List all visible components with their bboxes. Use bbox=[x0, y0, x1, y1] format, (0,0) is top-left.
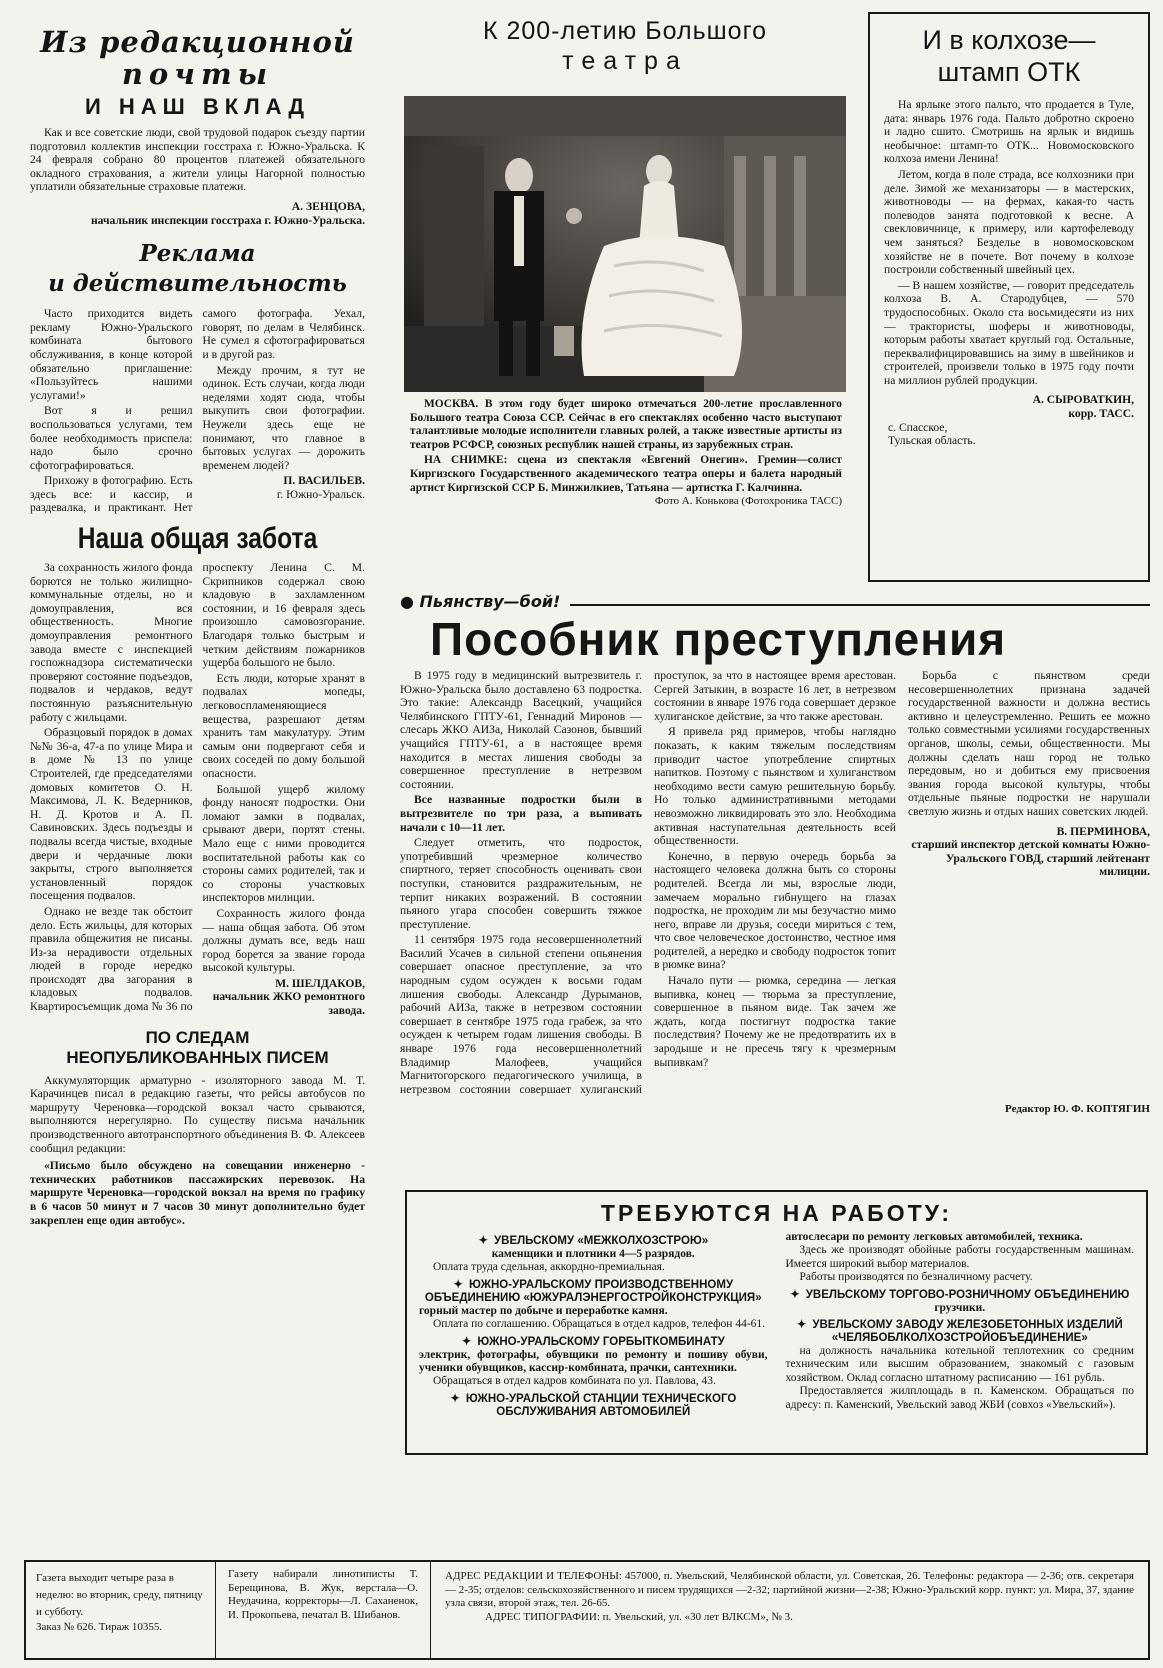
ad4-text-1: Здесь же производят обойные работы государственным машинам. Имеется широкий выбор материалов. bbox=[785, 1244, 1134, 1270]
footer-print-address: АДРЕС ТИПОГРАФИИ: п. Увельский, ул. «30 лет ВЛКСМ», № 3. bbox=[485, 1610, 793, 1623]
otk-title bbox=[884, 24, 1134, 88]
ad1-sub: каменщики и плотники 4—5 разрядов. bbox=[491, 1248, 695, 1260]
zabota-signature: М. ШЕЛДАКОВ, bbox=[275, 976, 365, 990]
otk-paragraph: — В нашем хозяйстве, — говорит председатель колхоза В. А. Стародубцев, — 570 трудоспособных. Около ста восьмидесяти из них — трактористы, шоферы и животноводы, которым работы хватает круглый год. Остальные, переквалифицировавшись на зиму в швейников и строителей, произвели только в 1975 году почти на миллион рублей продукции. bbox=[884, 278, 1134, 387]
sledam-quote: «Письмо было обсуждено на совещании инженерно - технических работников пассажирских перевозок. На маршруте Череновка—городской вокзал на время по графику в 6 часов 50 минут и 7 часов 30 минут дополнительно будет закреплен еще один автобус». bbox=[30, 1159, 365, 1227]
ad2-sub: горный мастер по добыче и переработке камня. bbox=[419, 1304, 668, 1317]
main-title: Пособник преступления bbox=[430, 613, 1007, 665]
zabota-paragraph: За сохранность жилого фонда борются не только жилищно-коммунальные отделы, но и домоуправления, вся общественность. Многие домоуправления ремонтного завода вместе с инспекцией госпожнадзора систематически проверяют состояние подъездов, подвалов и чердаков, ведут постоянную разъяснительную работу с жильцами. bbox=[30, 561, 193, 724]
ad1-text: Оплата труда сдельная, аккордно-премиальная. bbox=[433, 1261, 665, 1274]
ad6-text-2: Предоставляется жилплощадь в п. Каменском. Обращаться по адресу: п. Каменский, Увельский завод ЖБИ (совхоз «Увельский»). bbox=[785, 1385, 1134, 1411]
footer-schedule-cell bbox=[26, 1562, 216, 1658]
star-icon: ✦ bbox=[450, 1392, 460, 1405]
ad2-text: Оплата по соглашению. Обращаться в отдел кадров, телефон 44-61. bbox=[433, 1318, 766, 1331]
main-paragraph: Начало пути — рюмка, середина — легкая выпивка, конец — тюрьма за преступление, совершенное в пьяном виде. Так зачем же ждать, когда постигнут подростка такие последствия? Почему же не предотвратить их в зародыше и не пресечь тягу к чрезмерным выпивкам? bbox=[654, 974, 896, 1069]
ads-box bbox=[405, 1190, 1148, 1455]
ad6-text-1: на должность начальника котельной теплотехник со средним техническим или высшим образованием, знакомый с газовым хозяйством. Оклад согласно штатному расписанию — 161 рубль. bbox=[785, 1345, 1134, 1384]
bullet-icon: ● bbox=[400, 592, 420, 611]
reklama-title-line2: и действительность bbox=[48, 270, 347, 298]
ad1-heading bbox=[419, 1235, 768, 1248]
main-signature: В. ПЕРМИНОВА, bbox=[1056, 824, 1150, 838]
footer-typesetters-cell bbox=[216, 1562, 431, 1658]
footer-schedule: Газета выходит четыре раза в неделю: во вторник, среду, пятницу и субботу. bbox=[36, 1572, 203, 1618]
ad1-head: УВЕЛЬСКОМУ «МЕЖКОЛХОЗСТРОЮ» bbox=[493, 1235, 709, 1247]
star-icon: ✦ bbox=[796, 1319, 807, 1332]
ad4-heading bbox=[419, 1393, 768, 1419]
zabota-signature-title: начальник ЖКО ремонтного завода. bbox=[212, 990, 365, 1018]
star-icon: ✦ bbox=[453, 1278, 464, 1291]
star-icon: ✦ bbox=[478, 1235, 488, 1247]
ad4-text-2: Работы производятся по безналичному расчету. bbox=[799, 1271, 1033, 1284]
ad6-head: УВЕЛЬСКОМУ ЗАВОДУ ЖЕЛЕЗОБЕТОННЫХ ИЗДЕЛИЙ «ЧЕЛЯБОБЛКОЛХОЗСТРОЙОБЪЕДИНЕНИЕ» bbox=[812, 1319, 1123, 1345]
photo-desc: сцена из спектакля «Евгений Онегин». Гремин—солист Киргизского Государственного академического театра оперы и балета народный артист Киргизской ССР Б. Минжилкиев, Татьяна — артистка Г. Калчинна. bbox=[410, 454, 842, 494]
footer-address-cell bbox=[431, 1562, 1148, 1658]
reklama-title-line1: Реклама bbox=[139, 240, 256, 268]
sledam-heading bbox=[30, 1028, 365, 1068]
zabota-paragraph: Есть люди, которые хранят в подвалах мопеды, легковоспламеняющиеся вещества, разрешают детям хранить там макулатуру. Этим самым они подвергают себя и своих соседей по дому большой опасности. bbox=[202, 671, 365, 780]
otk-box bbox=[868, 12, 1150, 582]
footer-order: Заказ № 626. Тираж 10355. bbox=[36, 1621, 163, 1633]
ad5-head: УВЕЛЬСКОМУ ТОРГОВО-РОЗНИЧНОМУ ОБЪЕДИНЕНИЮ bbox=[805, 1288, 1130, 1301]
otk-place-2: Тульская область. bbox=[888, 434, 976, 448]
main-signature-title: старший инспектор детской комнаты Южно-Уральского ГОВД, старший лейтенант милиции. bbox=[911, 838, 1150, 879]
reklama-signature-place: г. Южно-Уральск. bbox=[276, 487, 365, 501]
sledam-title-line1: ПО СЛЕДАМ bbox=[145, 1027, 250, 1047]
ads-columns bbox=[419, 1231, 1134, 1419]
reklama-paragraph: Вот я и решил воспользоваться услугами, тем более необходимость приспела: надо было срочно сфотографироваться. bbox=[30, 404, 193, 472]
reklama-text bbox=[30, 307, 365, 515]
rubric-rule bbox=[570, 604, 1150, 606]
main-paragraph: Я привела ряд примеров, чтобы наглядно показать, к каким тяжелым последствиям приводит частое употребление спиртных напитков. Поэтому с пьянством и хулиганством необходимо вести самую решительную борьбу. Но только административными методами невозможно ликвидировать это зло. Необходима активная наступательная деятельность всей общественности. bbox=[654, 725, 896, 848]
reklama-paragraph: Между прочим, я тут не одинок. Есть случаи, когда люди неделями ходят сюда, чтобы выкупить свои фотографии. Неужели здесь еще не понимают, что главное в бытовых услугах — дорожить временем людей? bbox=[202, 363, 365, 472]
ads-col-left bbox=[419, 1231, 768, 1419]
ad3-head: ЮЖНО-УРАЛЬСКОМУ ГОРБЫТКОМБИНАТУ bbox=[477, 1335, 725, 1348]
main-paragraph: Следует отметить, что подросток, употребивший чрезмерное количество спиртного, теряет способность оценивать свои поступки, становится раздражительным, не терпит никаких возражений. В состоянии пьяного угара способен совершить тяжкое преступление. bbox=[400, 836, 642, 931]
theatre-title-line1: К 200-летию Большого bbox=[482, 17, 768, 45]
reklama-paragraph: Прихожу в фотографию. Есть здесь все: и кассир, и раздевалка, и практикант. Нет самого фотографа. Уехал, говорят, по делам в Челябинск. Не сумел я сфотографироваться и в другой раз. bbox=[30, 307, 365, 515]
left-column bbox=[30, 20, 365, 1450]
ad3-text: Обращаться в отдел кадров комбината по ул. Павлова, 43. bbox=[433, 1375, 716, 1388]
zabota-text bbox=[30, 561, 365, 1018]
sledam-text: Аккумуляторщик арматурно - изоляторного завода М. Т. Карачинцев писал в редакцию газеты, что рейсы автобусов по маршруту Череновка—городской вокзал часто срываются, выполняются нерегулярно. По существу письма начальник производственного автотранспортного объединения В. Ф. Алексеев сообщил редакции: bbox=[30, 1073, 365, 1155]
reklama-signature: П. ВАСИЛЬЕВ. bbox=[283, 474, 365, 488]
zabota-paragraph: Сохранность жилого фонда — наша общая забота. Об этом должны думать все, ведь наш город борется за звание города высокой культуры. bbox=[202, 906, 365, 975]
theatre-title bbox=[400, 16, 850, 76]
main-paragraph: В 1975 году в медицинский вытрезвитель г. Южно-Уральска было доставлено 63 подростка. Это такие: Александр Васецкий, учащийся Челябинского ГПТУ-61, Геннадий Миронов — слесарь ЖКО АИЗа, Николай Сазонов, бывший учащийся ГПТУ-61, а в настоящее время находится в местах лишения свободы за совершенное преступление в нетрезвом состоянии. bbox=[400, 669, 642, 791]
star-icon: ✦ bbox=[790, 1288, 800, 1301]
theatre-caption bbox=[410, 398, 842, 509]
vklad-title: И НАШ ВКЛАД bbox=[84, 94, 311, 119]
main-paragraph: Конечно, в первую очередь борьба за настоящего человека должна быть со стороны родителей. Всегда ли мы, взрослые люди, замечаем морально гибнущего на глазах подростка, не проходим ли мы безучастно мимо него, вправе ли друзья, соседи мириться с тем, что свое человеческое достоинство, честное имя родителей, а нередко и свободу подросток топит в рюмке вина? bbox=[654, 849, 896, 972]
ads-title: ТРЕБУЮТСЯ НА РАБОТУ: bbox=[600, 1200, 953, 1226]
zabota-paragraph: Образцовый порядок в домах №№ 36-а, 47-а по улице Мира и в доме № 13 по улице Строителей, где председателями домовых комитетов О. Н. Максимова, Л. К. Ведерников, Н. Д. Кротов и А. П. Савиновских. Здесь подъезды и подвалы всегда чистые, входные двери и чердачные люки закрыты, строго выполняется установленный порядок посещения подвалов. bbox=[30, 726, 193, 903]
otk-text bbox=[884, 98, 1134, 387]
editor-line: Редактор Ю. Ф. КОПТЯГИН bbox=[1005, 1103, 1150, 1115]
footer-address: АДРЕС РЕДАКЦИИ И ТЕЛЕФОНЫ: 457000, п. Увельский, Челябинской области, ул. Советская, 26. Телефоны: редактора — 2-36; отв. секретаря — 2-35; отделов: сельскохозяйственного и писем трудящихся —2-32; партийной жизни—2-38; Южно-Уральский корр. пункт: ул. Мира, 37, здание узла связи, второй этаж, тел. 26-65. bbox=[445, 1570, 1134, 1609]
vklad-signature-title: начальник инспекции госстраха г. Южно-Уральска. bbox=[90, 213, 365, 227]
theatre-title-line2: театра bbox=[562, 47, 688, 75]
photo-credit: Фото А. Конькова (Фотохроника ТАСС) bbox=[654, 495, 842, 508]
mail-heading-line2: почты bbox=[121, 57, 274, 91]
otk-paragraph: На ярлыке этого пальто, что продается в Туле, дата: январь 1976 года. Пальто добротно скроено и ладно сшито. Смотришь на ярлык и видишь необычное: штамп-то ОТК... Новомосковского колхоза имени Ленина! bbox=[884, 98, 1134, 166]
main-article bbox=[400, 592, 1150, 1182]
theatre-caption-text: МОСКВА. В этом году будет широко отмечаться 200-летие прославленного Большого театра Союза ССР. Сейчас в его спектаклях особенно часто выступают талантливые молодые исполнители главных ролей, а также известные артисты из театров РСФСР, союзных республик нашей страны, из зарубежных стран. bbox=[410, 398, 842, 451]
otk-title-line2: штамп ОТК bbox=[937, 57, 1081, 87]
main-paragraph: Борьба с пьянством среди несовершеннолетних признана задачей государственной важности и должна вестись активно и целеустремленно. Решить ее можно только совместными усилиями государственных органов, школы, семьи, общественности. Мы должны сделать наш город не только передовым, но и добиться ему присвоения звания города высокой культуры, чтобы отдельные пьяные подростки не нарушали светлую жизнь и отдых наших советских людей. bbox=[908, 669, 1150, 818]
otk-place-1: с. Спасское, bbox=[888, 420, 948, 434]
otk-signature: А. СЫРОВАТКИН, bbox=[1032, 393, 1134, 407]
footer bbox=[24, 1560, 1150, 1660]
ad5-heading bbox=[786, 1289, 1135, 1302]
ad2-head: ЮЖНО-УРАЛЬСКОМУ ПРОИЗВОДСТВЕННОМУ ОБЪЕДИНЕНИЮ «ЮЖУРАЛЭНЕРГОСТРОЙКОНСТРУКЦИЯ» bbox=[424, 1278, 762, 1304]
star-icon: ✦ bbox=[461, 1335, 472, 1348]
reklama-paragraph: Часто приходится видеть рекламу Южно-Уральского комбината бытового обслуживания, в конце которой обязательно приглашение: «Пользуйтесь нашими услугами!» bbox=[30, 307, 193, 402]
ad4-sub: автослесари по ремонту легковых автомобилей, техника. bbox=[785, 1231, 1083, 1243]
footer-typesetters: Газету набирали линотиписты Т. Берещинова, В. Жук, верстала—О. Неудачина, корректоры—Л. Саханенок, И. Прокопьева, печатал В. Шибанов. bbox=[228, 1568, 418, 1621]
rubric-text: Пьянству—бой! bbox=[419, 592, 561, 611]
theatre-photo-description bbox=[410, 454, 842, 495]
mail-heading-line1: Из редакционной bbox=[40, 25, 355, 59]
zabota-title: Наша общая забота bbox=[77, 522, 318, 556]
otk-paragraph: Летом, когда в поле страда, все колхозники при деле. Зимой же механизаторы — в мастерских, животноводы — на фермах, какая-то часть полеводов занята подготовкой к весне. А свекловичнице, к примеру, или картофелеводу чем заняться? Безделье в новомосковском хозяйстве не в почете. Вот почему в колхозе построили собственный швейный цех. bbox=[884, 167, 1134, 277]
vklad-signature: А. ЗЕНЦОВА, bbox=[291, 199, 365, 213]
rubric bbox=[400, 592, 1150, 611]
main-text bbox=[400, 669, 1150, 1097]
zabota-paragraph: Однако не везде так обстоит дело. Есть жильцы, для которых правила общежития не писаны. Из-за нерадивости отдельных людей в городе нередко происходят два загорания в кладовых подвалов. Квартиросъемщик дома № 36 по проспекту Ленина С. М. Скрипников содержал свою кладовую в захламленном состоянии, и 16 февраля здесь произошло самовозгорание. Благодаря только быстрым и четким действиям пожарников ущерба большого не было. bbox=[30, 561, 365, 1014]
otk-signature-title: корр. ТАСС. bbox=[1068, 407, 1134, 421]
ad5-sub: грузчики. bbox=[934, 1301, 986, 1314]
ad3-heading bbox=[419, 1336, 768, 1349]
mail-heading bbox=[30, 26, 365, 90]
photo-label: НА СНИМКЕ: bbox=[424, 454, 508, 467]
vklad-text: Как и все советские люди, свой трудовой подарок съезду партии подготовил коллектив инспекции госстраха г. Южно-Уральска. К 24 февраля собрано 80 процентов платежей обязательного окладного страхования, а жители улицы Нагорной полностью уплатили обязательные страховые платежи. bbox=[30, 126, 365, 194]
sledam-title-line2: НЕОПУБЛИКОВАННЫХ ПИСЕМ bbox=[66, 1047, 329, 1067]
zabota-paragraph: Большой ущерб жилому фонду наносят подростки. Они ломают замки в подвалах, срывают двери, портят стены. Мало еще с ними проводится воспитательной работы как со стороны самих родителей, так и со стороны участковых инспекторов милиции. bbox=[202, 782, 365, 905]
ad6-heading bbox=[786, 1319, 1135, 1345]
ads-col-right bbox=[786, 1231, 1135, 1419]
ad2-heading bbox=[419, 1279, 768, 1305]
ad4-head: ЮЖНО-УРАЛЬСКОЙ СТАНЦИИ ТЕХНИЧЕСКОГО ОБСЛУЖИВАНИЯ АВТОМОБИЛЕЙ bbox=[465, 1392, 737, 1418]
ad3-sub: электрик, фотографы, обувщики по ремонту и пошиву обуви, ученики обувщиков, кассир-комбината, прачки, сантехники. bbox=[419, 1348, 768, 1375]
theatre-photo bbox=[404, 96, 846, 392]
main-paragraph: 11 сентября 1975 года несовершеннолетний Василий Усачев в сильной степени опьянения совершает опасное преступление, за что народным судом осужден к восьми годам лишения свободы. Александр Дурыманов, рабочий АИЗа, также в нетрезвом состоянии совершает в сентябре 1975 года грабеж, за что осужден к четырем годам лишения свободы. В январе 1976 года несовершеннолетний Владимир Малофеев, учащийся Магнитогорского педагогического училища, в нетрезвом состоянии совершает хулиганский проступок, за что в настоящее время арестован. Сергей Затыкин, в возрасте 16 лет, в нетрезвом состоянии в январе 1976 года совершает дерзкое хулиганское действие, за что также арестован. bbox=[400, 669, 896, 1096]
reklama-heading bbox=[30, 239, 365, 299]
otk-title-line1: И в колхозе— bbox=[922, 25, 1096, 55]
theatre-block bbox=[400, 16, 850, 596]
main-paragraph: Все названные подростки были в вытрезвителе по три раза, а выпивать начали с 10—11 лет. bbox=[400, 793, 642, 834]
opera-scene-photo bbox=[404, 96, 846, 392]
